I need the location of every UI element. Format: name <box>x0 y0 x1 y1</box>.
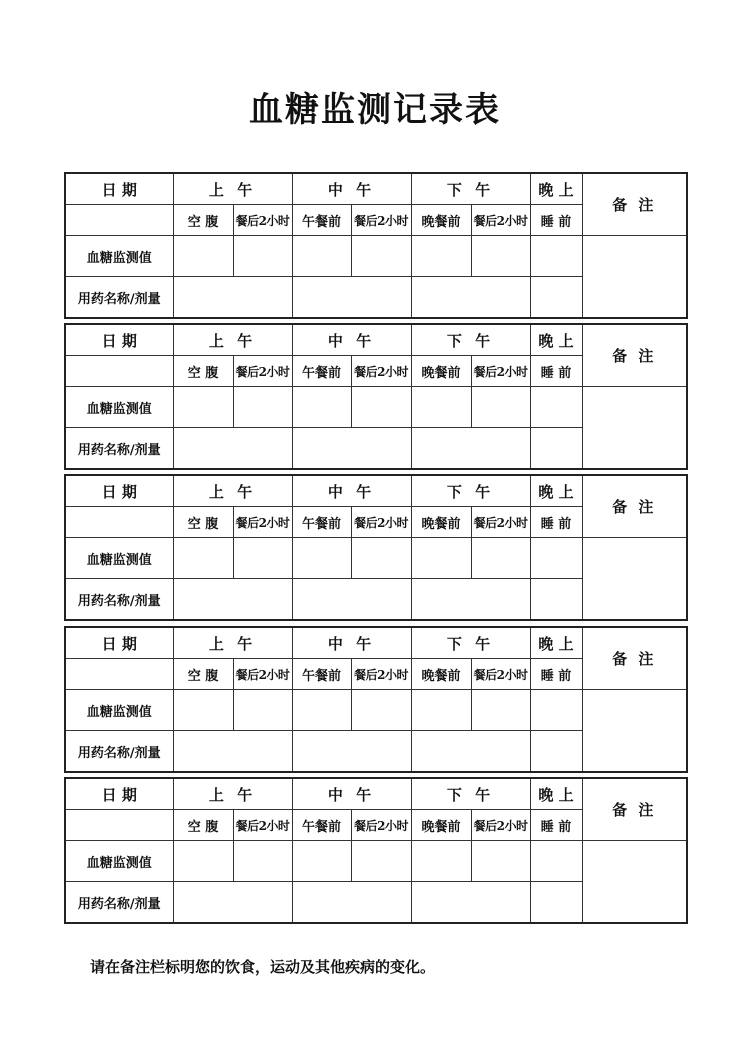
glucose-cell-bedtime[interactable] <box>530 538 582 579</box>
date-header: 日 期 <box>65 475 173 507</box>
sub-header-bedtime: 睡 前 <box>530 810 582 841</box>
period-afternoon: 下 午 <box>411 324 530 356</box>
period-noon: 中 午 <box>292 627 411 659</box>
sub-header-after-lunch: 餐后2小时 <box>351 659 411 690</box>
medication-cell-morning[interactable] <box>173 277 292 319</box>
medication-cell-afternoon[interactable] <box>411 579 530 621</box>
glucose-cell-after-breakfast[interactable] <box>233 841 292 882</box>
glucose-cell-bedtime[interactable] <box>530 387 582 428</box>
medication-cell-afternoon[interactable] <box>411 731 530 773</box>
glucose-cell-after-lunch[interactable] <box>351 538 411 579</box>
glucose-cell-fasting[interactable] <box>173 236 233 277</box>
sub-header-before-dinner: 晚餐前 <box>411 356 471 387</box>
glucose-row-label: 血糖监测值 <box>65 538 173 579</box>
period-morning: 上 午 <box>173 324 292 356</box>
notes-header: 备 注 <box>582 627 687 690</box>
sub-header-fasting: 空 腹 <box>173 507 233 538</box>
glucose-cell-bedtime[interactable] <box>530 841 582 882</box>
sub-header-after-breakfast: 餐后2小时 <box>233 205 292 236</box>
glucose-cell-after-dinner[interactable] <box>471 387 530 428</box>
sub-header-bedtime: 睡 前 <box>530 507 582 538</box>
sub-header-fasting: 空 腹 <box>173 356 233 387</box>
glucose-cell-before-lunch[interactable] <box>292 841 351 882</box>
medication-row-label: 用药名称/剂量 <box>65 579 173 621</box>
sub-header-after-breakfast: 餐后2小时 <box>233 507 292 538</box>
medication-cell-afternoon[interactable] <box>411 882 530 924</box>
glucose-cell-after-lunch[interactable] <box>351 690 411 731</box>
notes-header: 备 注 <box>582 173 687 236</box>
page-title: 血糖监测记录表 <box>249 90 501 130</box>
glucose-cell-fasting[interactable] <box>173 387 233 428</box>
date-value-cell[interactable] <box>65 205 173 236</box>
medication-cell-morning[interactable] <box>173 882 292 924</box>
glucose-cell-before-dinner[interactable] <box>411 538 471 579</box>
sub-header-bedtime: 睡 前 <box>530 356 582 387</box>
medication-row-label: 用药名称/剂量 <box>65 731 173 773</box>
medication-cell-evening[interactable] <box>530 731 582 773</box>
medication-cell-morning[interactable] <box>173 731 292 773</box>
glucose-cell-after-dinner[interactable] <box>471 236 530 277</box>
glucose-cell-after-dinner[interactable] <box>471 841 530 882</box>
sub-header-after-breakfast: 餐后2小时 <box>233 659 292 690</box>
medication-cell-noon[interactable] <box>292 277 411 319</box>
sub-header-after-lunch: 餐后2小时 <box>351 507 411 538</box>
glucose-cell-bedtime[interactable] <box>530 236 582 277</box>
glucose-log-table-1 <box>64 172 688 319</box>
glucose-cell-after-lunch[interactable] <box>351 236 411 277</box>
medication-cell-afternoon[interactable] <box>411 277 530 319</box>
glucose-cell-before-dinner[interactable] <box>411 387 471 428</box>
period-evening: 晚 上 <box>530 475 582 507</box>
medication-cell-evening[interactable] <box>530 277 582 319</box>
medication-cell-evening[interactable] <box>530 882 582 924</box>
sub-header-before-lunch: 午餐前 <box>292 507 351 538</box>
glucose-cell-before-lunch[interactable] <box>292 387 351 428</box>
sub-header-before-lunch: 午餐前 <box>292 205 351 236</box>
sub-header-after-dinner: 餐后2小时 <box>471 507 530 538</box>
glucose-cell-after-dinner[interactable] <box>471 538 530 579</box>
glucose-cell-before-dinner[interactable] <box>411 841 471 882</box>
medication-cell-evening[interactable] <box>530 579 582 621</box>
sub-header-after-dinner: 餐后2小时 <box>471 810 530 841</box>
glucose-log-table-2 <box>64 323 688 470</box>
glucose-cell-before-lunch[interactable] <box>292 236 351 277</box>
medication-cell-afternoon[interactable] <box>411 428 530 470</box>
sub-header-fasting: 空 腹 <box>173 810 233 841</box>
period-noon: 中 午 <box>292 324 411 356</box>
glucose-cell-after-lunch[interactable] <box>351 387 411 428</box>
sub-header-fasting: 空 腹 <box>173 659 233 690</box>
date-value-cell[interactable] <box>65 507 173 538</box>
glucose-cell-before-dinner[interactable] <box>411 690 471 731</box>
sub-header-after-lunch: 餐后2小时 <box>351 356 411 387</box>
period-afternoon: 下 午 <box>411 627 530 659</box>
sub-header-bedtime: 睡 前 <box>530 205 582 236</box>
medication-cell-morning[interactable] <box>173 579 292 621</box>
glucose-cell-after-dinner[interactable] <box>471 690 530 731</box>
notes-header: 备 注 <box>582 324 687 387</box>
notes-cell[interactable] <box>582 538 687 621</box>
glucose-row-label: 血糖监测值 <box>65 841 173 882</box>
period-noon: 中 午 <box>292 778 411 810</box>
medication-cell-noon[interactable] <box>292 731 411 773</box>
period-evening: 晚 上 <box>530 778 582 810</box>
sub-header-after-lunch: 餐后2小时 <box>351 810 411 841</box>
period-afternoon: 下 午 <box>411 778 530 810</box>
sub-header-after-lunch: 餐后2小时 <box>351 205 411 236</box>
sub-header-before-dinner: 晚餐前 <box>411 507 471 538</box>
glucose-cell-fasting[interactable] <box>173 841 233 882</box>
sub-header-before-dinner: 晚餐前 <box>411 659 471 690</box>
period-afternoon: 下 午 <box>411 173 530 205</box>
period-noon: 中 午 <box>292 173 411 205</box>
medication-row-label: 用药名称/剂量 <box>65 882 173 924</box>
glucose-cell-fasting[interactable] <box>173 538 233 579</box>
period-evening: 晚 上 <box>530 627 582 659</box>
glucose-cell-after-breakfast[interactable] <box>233 236 292 277</box>
medication-cell-noon[interactable] <box>292 579 411 621</box>
glucose-cell-after-breakfast[interactable] <box>233 387 292 428</box>
period-noon: 中 午 <box>292 475 411 507</box>
period-morning: 上 午 <box>173 173 292 205</box>
glucose-row-label: 血糖监测值 <box>65 236 173 277</box>
period-morning: 上 午 <box>173 627 292 659</box>
notes-header: 备 注 <box>582 778 687 841</box>
glucose-log-table-4 <box>64 626 688 773</box>
notes-cell[interactable] <box>582 690 687 773</box>
glucose-cell-before-lunch[interactable] <box>292 690 351 731</box>
date-header: 日 期 <box>65 324 173 356</box>
glucose-row-label: 血糖监测值 <box>65 387 173 428</box>
sub-header-after-breakfast: 餐后2小时 <box>233 356 292 387</box>
glucose-cell-after-breakfast[interactable] <box>233 690 292 731</box>
glucose-cell-before-lunch[interactable] <box>292 538 351 579</box>
period-afternoon: 下 午 <box>411 475 530 507</box>
medication-cell-noon[interactable] <box>292 882 411 924</box>
notes-cell[interactable] <box>582 387 687 470</box>
sub-header-before-lunch: 午餐前 <box>292 356 351 387</box>
notes-cell[interactable] <box>582 236 687 319</box>
glucose-cell-before-dinner[interactable] <box>411 236 471 277</box>
glucose-cell-bedtime[interactable] <box>530 690 582 731</box>
date-header: 日 期 <box>65 627 173 659</box>
date-header: 日 期 <box>65 173 173 205</box>
medication-row-label: 用药名称/剂量 <box>65 428 173 470</box>
glucose-log-table-3 <box>64 474 688 621</box>
glucose-cell-fasting[interactable] <box>173 690 233 731</box>
glucose-cell-after-lunch[interactable] <box>351 841 411 882</box>
sub-header-fasting: 空 腹 <box>173 205 233 236</box>
sub-header-after-dinner: 餐后2小时 <box>471 659 530 690</box>
sub-header-after-breakfast: 餐后2小时 <box>233 810 292 841</box>
medication-cell-evening[interactable] <box>530 428 582 470</box>
date-value-cell[interactable] <box>65 356 173 387</box>
period-evening: 晚 上 <box>530 173 582 205</box>
period-morning: 上 午 <box>173 778 292 810</box>
medication-cell-noon[interactable] <box>292 428 411 470</box>
medication-row-label: 用药名称/剂量 <box>65 277 173 319</box>
sub-header-after-dinner: 餐后2小时 <box>471 205 530 236</box>
glucose-cell-after-breakfast[interactable] <box>233 538 292 579</box>
sub-header-before-dinner: 晚餐前 <box>411 205 471 236</box>
period-morning: 上 午 <box>173 475 292 507</box>
footer-note: 请在备注栏标明您的饮食，运动及其他疾病的变化。 <box>90 958 436 976</box>
date-header: 日 期 <box>65 778 173 810</box>
glucose-row-label: 血糖监测值 <box>65 690 173 731</box>
period-evening: 晚 上 <box>530 324 582 356</box>
date-value-cell[interactable] <box>65 659 173 690</box>
sub-header-before-lunch: 午餐前 <box>292 810 351 841</box>
sub-header-after-dinner: 餐后2小时 <box>471 356 530 387</box>
glucose-log-table-5 <box>64 777 688 924</box>
notes-header: 备 注 <box>582 475 687 538</box>
sub-header-bedtime: 睡 前 <box>530 659 582 690</box>
notes-cell[interactable] <box>582 841 687 924</box>
medication-cell-morning[interactable] <box>173 428 292 470</box>
sub-header-before-lunch: 午餐前 <box>292 659 351 690</box>
sub-header-before-dinner: 晚餐前 <box>411 810 471 841</box>
date-value-cell[interactable] <box>65 810 173 841</box>
